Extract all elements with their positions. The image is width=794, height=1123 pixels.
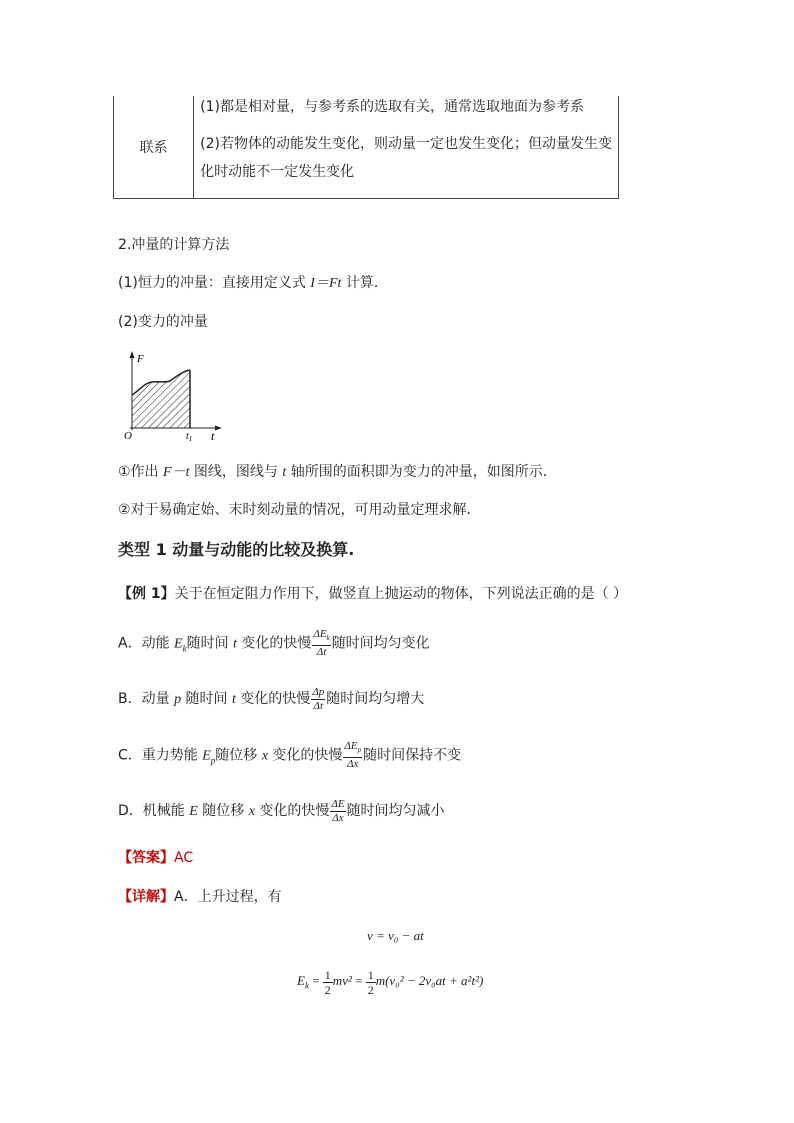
constant-prefix: (1)恒力的冲量：直接用定义式 <box>118 275 311 291</box>
answer-line <box>118 848 193 868</box>
detail-tag: 【详解】 <box>118 889 174 905</box>
y-axis-arrow <box>130 351 135 358</box>
example-question <box>118 584 627 604</box>
rate-fraction: $\frac{\Delta p}{\Delta t}$ <box>312 685 325 712</box>
constant-force-line <box>118 273 388 294</box>
relation-point-2-line1: (2)若物体的动能发生变化，则动量一定也发生变化；但动量发生变 <box>200 136 612 152</box>
option-b: B．动量 p 随时间 t 变化的快慢 $\frac{\Delta p}{\Delta t}$ 随时间均匀增大 <box>118 685 425 712</box>
rate-fraction: $\frac{\Delta E_p}{\Delta x}$ <box>344 740 362 771</box>
x-axis-label: t <box>211 429 215 442</box>
option-symbol: E <box>174 636 183 652</box>
rate-fraction: $\frac{\Delta E}{\Delta x}$ <box>331 797 345 824</box>
detail-line <box>118 887 282 907</box>
option-letter: B． <box>118 691 142 707</box>
row-label-cell <box>114 96 194 199</box>
constant-suffix: 计算． <box>341 275 388 291</box>
force-time-graph <box>120 350 225 442</box>
y-axis-label: F <box>137 353 144 365</box>
x-axis-arrow <box>215 426 222 431</box>
option-letter: D． <box>118 803 143 819</box>
half-fraction-2: $\frac{1}{2}$ <box>367 967 374 997</box>
constant-formula: I＝Ft <box>310 276 342 291</box>
t1-label: $t_1$ <box>186 431 193 442</box>
row-label: 联系 <box>139 140 168 156</box>
option-a: A．动能 $E_k$随时间 t 变化的快慢 $\frac{\Delta E_k}{\Delta t}$ 随时间均匀变化 <box>118 628 430 659</box>
content-cell <box>194 96 619 199</box>
option-d: D．机械能 E 随位移 x 变化的快慢 $\frac{\Delta E}{\Delta x}$ 随时间均匀减小 <box>118 797 445 824</box>
method-item-2: ②对于易确定始、末时刻动量的情况，可用动量定理求解． <box>118 502 481 518</box>
answer-value: AC <box>174 850 194 866</box>
detail-text: A．上升过程，有 <box>174 889 282 905</box>
comparison-table <box>113 96 619 199</box>
area-under-curve <box>132 370 190 428</box>
ft-formula: F－t <box>163 465 190 480</box>
relation-point-1: (1)都是相对量，与参考系的选取有关，通常选取地面为参考系 <box>200 99 584 115</box>
type1-heading: 类型 1 动量与动能的比较及换算. <box>118 540 355 559</box>
option-letter: A． <box>118 635 142 652</box>
option-c: C．重力势能 $E_p$随位移 x 变化的快慢 $\frac{\Delta E_p}{\Delta x}$ 随时间保持不变 <box>118 740 462 771</box>
option-letter: C． <box>118 747 142 764</box>
origin-label: O <box>124 430 132 442</box>
equation-velocity: v = v₀ − at <box>367 928 424 943</box>
half-fraction-1: $\frac{1}{2}$ <box>324 967 331 997</box>
option-symbol: E <box>202 748 211 764</box>
variable-force-title: (2)变力的冲量 <box>118 314 208 330</box>
answer-tag: 【答案】 <box>118 850 174 866</box>
method-item-1: ①作出 F－t 图线，图线与 t 轴所围的面积即为变力的冲量，如图所示． <box>118 464 557 480</box>
relation-point-2-line2: 化时动能不一定发生变化 <box>200 164 355 180</box>
table-row <box>114 96 619 199</box>
option-symbol: E <box>189 804 198 819</box>
rate-fraction: $\frac{\Delta E_k}{\Delta t}$ <box>313 628 330 659</box>
option-symbol: p <box>174 692 182 707</box>
example-tag: 【例 1】 <box>118 586 175 602</box>
section-title: 2.冲量的计算方法 <box>118 237 230 253</box>
question-text: 关于在恒定阻力作用下，做竖直上抛运动的物体，下列说法正确的是（ ） <box>174 586 628 602</box>
equation-kinetic-energy: $E_k$ = $\frac{1}{2}$ mv² = $\frac{1}{2}$ m(v₀² − 2v₀at + a²t²) <box>297 967 484 997</box>
